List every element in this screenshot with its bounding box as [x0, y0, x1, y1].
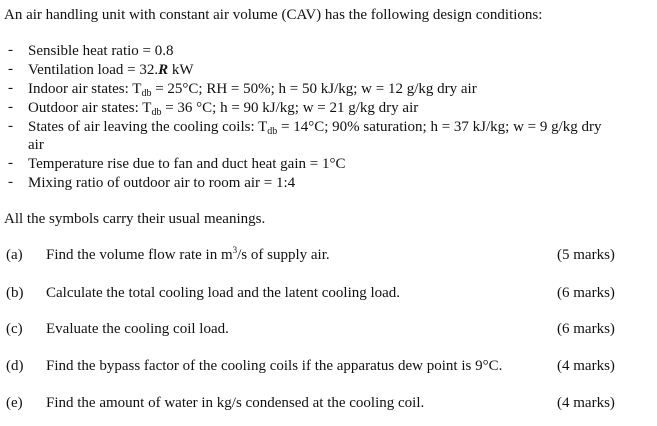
list-dash: - [8, 174, 13, 190]
condition-mixing: Mixing ratio of outdoor air to room air = 1:4 [28, 175, 296, 191]
condition-temp-rise: Temperature rise due to fan and duct heat gain = 1°C [28, 156, 346, 172]
question-label: (b) [6, 285, 24, 301]
question-label: (e) [6, 395, 23, 411]
question-marks: (4 marks) [557, 358, 615, 374]
list-dash: - [8, 118, 13, 134]
question-label: (c) [6, 321, 23, 337]
question-marks: (5 marks) [557, 247, 615, 263]
condition-indoor: Indoor air states: $T_{db} = 25^\circ C$; RH = 50%; h = 50 kJ/kg; w = 12 g/kg dry air [28, 81, 477, 99]
condition-shr: Sensible heat ratio = 0.8 [28, 43, 174, 59]
condition-coil-leaving-cont: air [28, 137, 44, 153]
question-marks: (4 marks) [557, 395, 615, 411]
question-marks: (6 marks) [557, 285, 615, 301]
question-text: Evaluate the cooling coil load. [46, 321, 229, 337]
symbols-note: All the symbols carry their usual meanings. [4, 211, 266, 227]
list-dash: - [8, 42, 13, 58]
condition-coil-leaving: States of air leaving the cooling coils: $T_{db} = 14^\circ C$; 90% saturation; h = 37 kJ/kg; w = 9 g/kg dry [28, 119, 602, 137]
condition-ventilation: Ventilation load = 32.R kW [28, 62, 194, 78]
question-text: Find the volume flow rate in $m^3/s$ of supply air. [46, 245, 330, 263]
intro-text: An air handling unit with constant air volume (CAV) has the following design conditions: [4, 7, 543, 23]
list-dash: - [8, 99, 13, 115]
list-dash: - [8, 155, 13, 171]
list-dash: - [8, 80, 13, 96]
question-text: Find the bypass factor of the cooling coils if the apparatus dew point is 9°C. [46, 358, 503, 374]
condition-outdoor: Outdoor air states: $T_{db} = 36$ °C; h = 90 kJ/kg; w = 21 g/kg dry air [28, 100, 419, 118]
question-text: Calculate the total cooling load and the latent cooling load. [46, 285, 401, 301]
question-label: (d) [6, 358, 24, 374]
list-dash: - [8, 61, 13, 77]
question-marks: (6 marks) [557, 321, 615, 337]
question-label: (a) [6, 247, 23, 263]
question-text: Find the amount of water in kg/s condensed at the cooling coil. [46, 395, 425, 411]
